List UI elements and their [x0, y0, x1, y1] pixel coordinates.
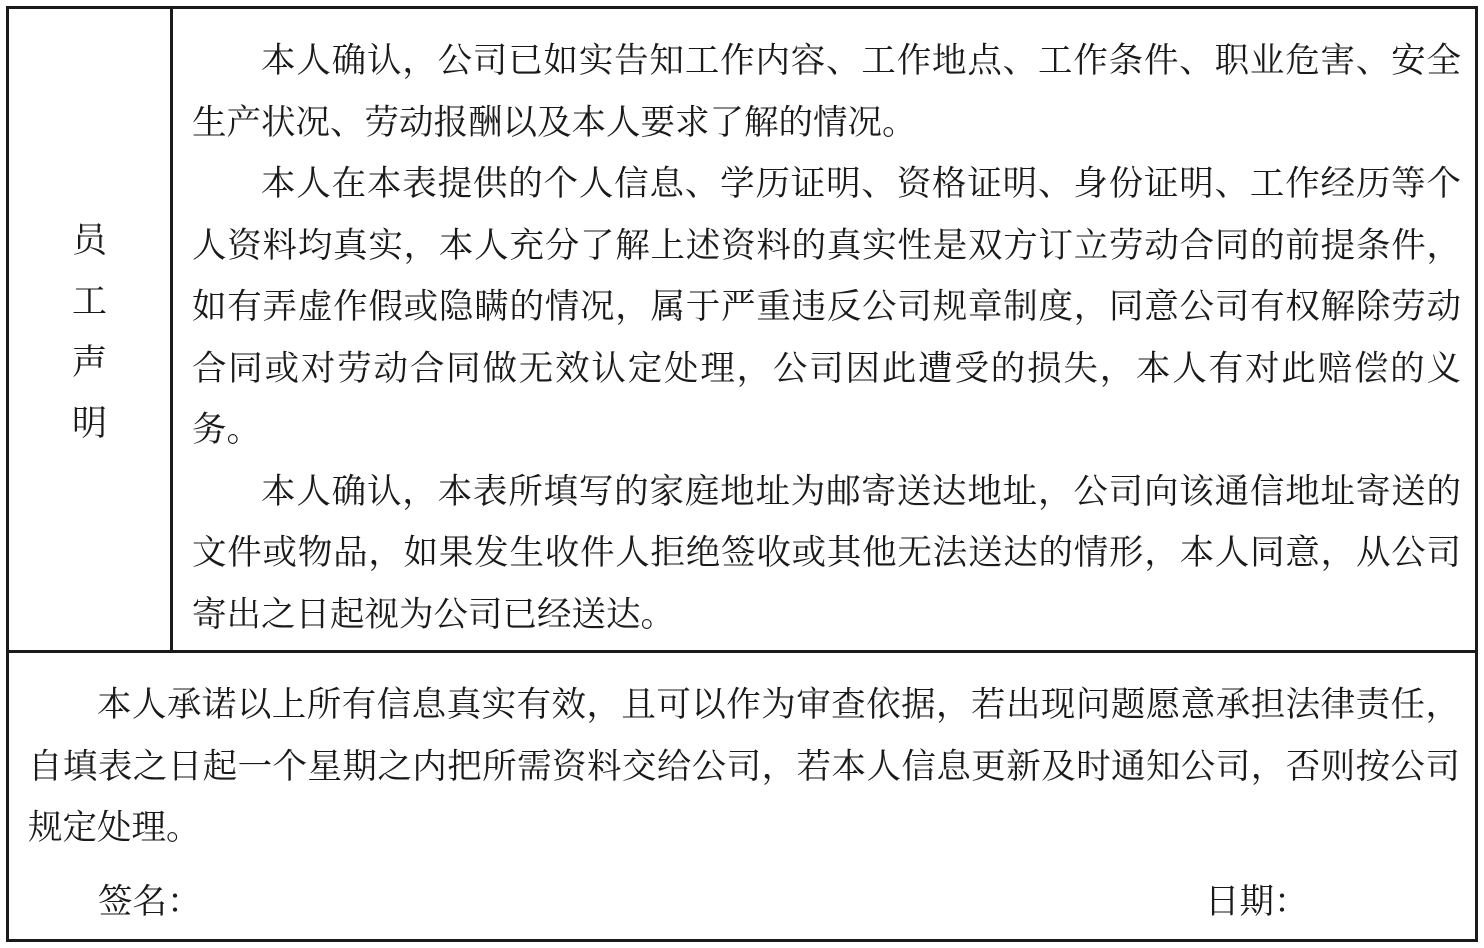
label-char: 工: [71, 282, 107, 322]
label-char: 声: [71, 343, 107, 383]
statement-paragraph-authenticity: 本人在本表提供的个人信息、学历证明、资格证明、身份证明、工作经历等个人资料均真实，本人充分了解上述资料的真实性是双方订立劳动合同的前提条件，如有弄虚作假或隐瞒的情况，属于严重违反公司规章制度，同意公司有权解除劳动合同或对劳动合同做无效认定处理，公司因此遭受的损失，本人有对此赔偿的义务。: [192, 164, 1461, 450]
label-char: 明: [71, 404, 107, 444]
employee-statement-label-cell: [9, 9, 173, 650]
commitment-text: 本人承诺以上所有信息真实有效，且可以作为审查依据，若出现问题愿意承担法律责任，自填表之日起一个星期之内把所需资料交给公司，若本人信息更新及时通知公司，否则按公司规定处理。: [28, 685, 1460, 848]
employee-statement-content: [173, 9, 1475, 650]
date-label: 日期：: [1205, 882, 1309, 922]
employee-statement-label: [9, 211, 170, 455]
commitment-row: [9, 653, 1475, 939]
signature-label: 签名：: [98, 882, 202, 922]
statement-paragraph-disclosure: 本人确认，公司已如实告知工作内容、工作地点、工作条件、职业危害、安全生产状况、劳动报酬以及本人要求了解的情况。: [192, 41, 1461, 143]
statement-paragraph-mailing-address: 本人确认，本表所填写的家庭地址为邮寄送达地址，公司向该通信地址寄送的文件或物品，如果发生收件人拒绝签收或其他无法送达的情形，本人同意，从公司寄出之日起视为公司已经送达。: [192, 471, 1461, 635]
declaration-form: [6, 6, 1478, 942]
employee-statement-row: [9, 9, 1475, 653]
label-char: 员: [71, 221, 107, 261]
